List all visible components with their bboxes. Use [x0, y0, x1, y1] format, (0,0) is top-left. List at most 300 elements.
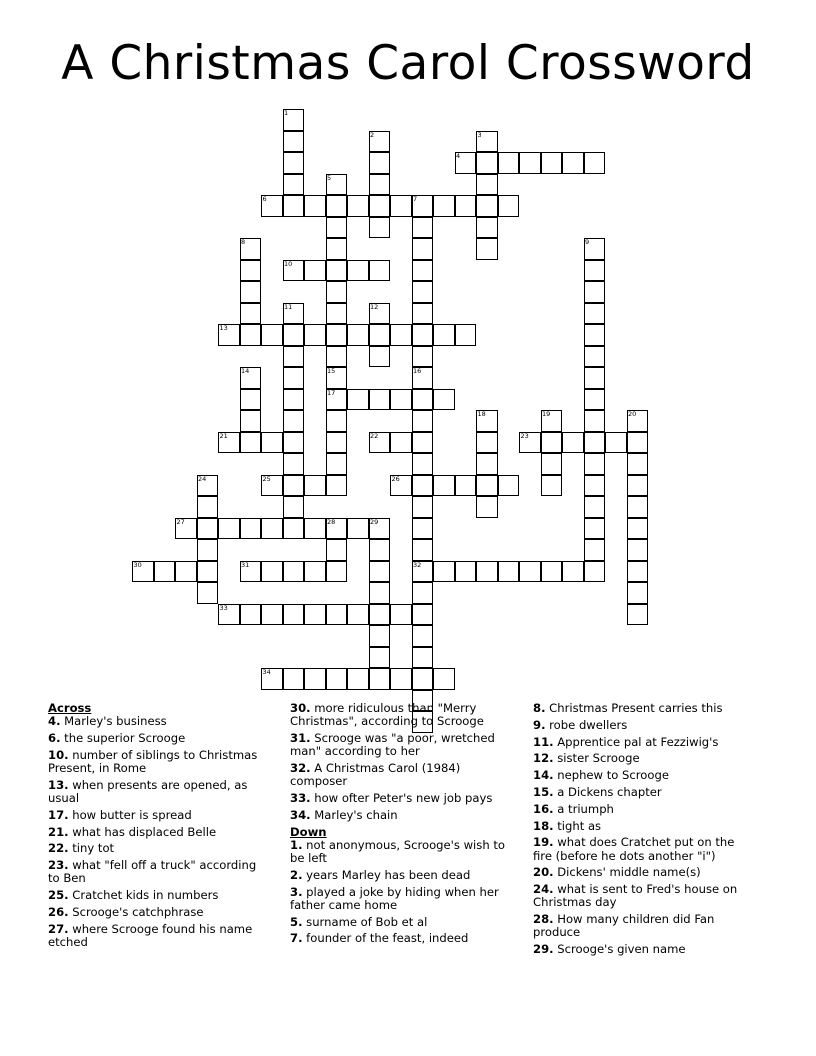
grid-cell[interactable] — [132, 561, 154, 583]
grid-cell[interactable] — [261, 668, 283, 690]
grid-cell[interactable] — [326, 410, 348, 432]
grid-cell[interactable] — [369, 174, 391, 196]
page-title: A Christmas Carol Crossword — [61, 36, 755, 91]
grid-cell[interactable] — [283, 260, 305, 282]
grid-cell[interactable] — [412, 195, 434, 217]
grid-cell[interactable] — [369, 324, 391, 346]
clue-number: 32 — [413, 560, 422, 569]
clue-text: How many children did Fan produce — [533, 912, 715, 940]
clue-number: 15 — [327, 367, 336, 375]
grid-cell[interactable] — [261, 195, 283, 217]
clue-text: Marley's business — [60, 714, 167, 729]
grid-cell[interactable] — [412, 625, 434, 647]
grid-cell[interactable] — [261, 475, 283, 497]
grid-cell[interactable] — [283, 324, 305, 346]
grid-cell[interactable] — [584, 238, 606, 260]
clue-item — [533, 752, 755, 765]
clue-item — [533, 866, 755, 879]
clue-item — [48, 923, 270, 949]
grid-cell[interactable] — [240, 432, 262, 454]
grid-cell[interactable] — [412, 604, 434, 626]
grid-cell[interactable] — [326, 346, 348, 368]
grid-cell[interactable] — [283, 561, 305, 583]
clue-number-label: 16. — [533, 801, 554, 816]
clue-text: Cratchet kids in numbers — [68, 888, 219, 903]
grid-cell[interactable] — [261, 518, 283, 540]
grid-cell[interactable] — [498, 195, 520, 217]
grid-cell[interactable] — [412, 582, 434, 604]
grid-cell[interactable] — [240, 561, 262, 583]
grid-cell[interactable] — [433, 324, 455, 346]
grid-cell[interactable] — [218, 324, 240, 346]
grid-cell[interactable] — [240, 389, 262, 411]
grid-cell[interactable] — [562, 432, 584, 454]
grid-cell[interactable] — [304, 195, 326, 217]
clue-number-label: 15. — [533, 784, 554, 799]
grid-cell[interactable] — [283, 668, 305, 690]
clue-number: 21 — [219, 431, 228, 440]
clue-number: 13 — [219, 324, 228, 332]
clue-text: founder of the feast, indeed — [302, 931, 469, 946]
grid-cell[interactable] — [326, 518, 348, 540]
grid-cell[interactable] — [283, 453, 305, 475]
clue-text: surname of Bob et al — [302, 914, 428, 929]
grid-cell[interactable] — [412, 260, 434, 282]
grid-cell[interactable] — [283, 195, 305, 217]
grid-cell[interactable] — [283, 109, 305, 131]
clue-number-label: 8. — [533, 701, 546, 715]
grid-cell[interactable] — [412, 303, 434, 325]
clue-item — [290, 916, 512, 929]
grid-cell[interactable] — [261, 604, 283, 626]
grid-cell[interactable] — [412, 324, 434, 346]
grid-cell[interactable] — [627, 539, 649, 561]
clue-text: not anonymous, Scrooge's wish to be left — [290, 837, 505, 865]
grid-cell[interactable] — [584, 324, 606, 346]
grid-cell[interactable] — [390, 604, 412, 626]
grid-cell[interactable] — [627, 496, 649, 518]
grid-cell[interactable] — [326, 238, 348, 260]
clue-number: 2 — [370, 130, 375, 139]
clue-number-label: 21. — [48, 824, 69, 839]
grid-cell[interactable] — [326, 367, 348, 389]
grid-cell[interactable] — [326, 303, 348, 325]
grid-cell[interactable] — [584, 389, 606, 411]
grid-cell[interactable] — [476, 131, 498, 153]
grid-cell[interactable] — [304, 260, 326, 282]
grid-cell[interactable] — [240, 281, 262, 303]
grid-cell[interactable] — [283, 346, 305, 368]
grid-cell[interactable] — [369, 217, 391, 239]
clue-text: Marley's chain — [310, 807, 398, 822]
grid-cell[interactable] — [390, 324, 412, 346]
clue-number-label: 4. — [48, 714, 61, 729]
grid-cell[interactable] — [541, 152, 563, 174]
grid-cell[interactable] — [627, 518, 649, 540]
grid-cell[interactable] — [304, 324, 326, 346]
grid-cell[interactable] — [326, 539, 348, 561]
clue-number-label: 30. — [290, 701, 311, 715]
grid-cell[interactable] — [476, 475, 498, 497]
grid-cell[interactable] — [283, 303, 305, 325]
clue-number-label: 14. — [533, 768, 554, 783]
grid-cell[interactable] — [326, 668, 348, 690]
grid-cell[interactable] — [304, 668, 326, 690]
grid-cell[interactable] — [369, 152, 391, 174]
grid-cell[interactable] — [347, 260, 369, 282]
clue-text: a Dickens chapter — [553, 784, 662, 799]
grid-cell[interactable] — [476, 152, 498, 174]
clue-number-label: 25. — [48, 888, 69, 903]
grid-cell[interactable] — [584, 496, 606, 518]
grid-cell[interactable] — [476, 174, 498, 196]
clue-number: 23 — [520, 431, 529, 440]
clue-text: Scrooge's catchphrase — [68, 904, 204, 919]
clue-text: what does Cratchet put on the fire (before he dots another "i") — [533, 835, 735, 863]
clue-number: 24 — [198, 474, 207, 483]
clue-item — [48, 906, 270, 919]
clue-number-label: 5. — [290, 914, 303, 929]
grid-cell[interactable] — [304, 475, 326, 497]
grid-cell[interactable] — [240, 410, 262, 432]
grid-cell[interactable] — [455, 324, 477, 346]
grid-cell[interactable] — [584, 539, 606, 561]
grid-cell[interactable] — [412, 367, 434, 389]
clue-number-label: 6. — [48, 731, 61, 745]
clue-number: 5 — [327, 173, 332, 182]
grid-cell[interactable] — [326, 389, 348, 411]
grid-cell[interactable] — [455, 195, 477, 217]
clue-text: Scrooge was "a poor, wretched man" according to her — [290, 731, 495, 759]
grid-cell[interactable] — [326, 281, 348, 303]
clue-text: where Scrooge found his name etched — [48, 921, 253, 949]
clue-number: 34 — [262, 668, 271, 676]
grid-cell[interactable] — [390, 389, 412, 411]
clue-number-label: 13. — [48, 777, 69, 792]
grid-cell[interactable] — [283, 432, 305, 454]
clue-item — [533, 883, 755, 909]
grid-cell[interactable] — [347, 389, 369, 411]
grid-cell[interactable] — [369, 131, 391, 153]
clue-column-1 — [48, 702, 270, 953]
grid-cell[interactable] — [175, 518, 197, 540]
clue-number: 3 — [477, 130, 482, 139]
grid-cell[interactable] — [476, 195, 498, 217]
clue-number: 30 — [133, 560, 142, 569]
grid-cell[interactable] — [455, 561, 477, 583]
clue-text: how ofter Peter's new job pays — [310, 791, 493, 805]
grid-cell[interactable] — [476, 238, 498, 260]
grid-cell[interactable] — [326, 260, 348, 282]
grid-cell[interactable] — [519, 432, 541, 454]
clue-text: number of siblings to Christmas Present, in Rome — [48, 747, 258, 775]
clue-item — [533, 820, 755, 833]
grid-cell[interactable] — [476, 453, 498, 475]
grid-cell[interactable] — [283, 174, 305, 196]
grid-cell[interactable] — [240, 604, 262, 626]
grid-cell[interactable] — [197, 561, 219, 583]
grid-cell[interactable] — [347, 195, 369, 217]
grid-cell[interactable] — [326, 453, 348, 475]
clue-text: robe dwellers — [545, 717, 628, 732]
grid-cell[interactable] — [412, 238, 434, 260]
clue-number: 28 — [327, 517, 336, 526]
grid-cell[interactable] — [455, 475, 477, 497]
clue-number-label: 2. — [290, 867, 303, 882]
grid-cell[interactable] — [240, 238, 262, 260]
grid-cell[interactable] — [412, 475, 434, 497]
grid-cell[interactable] — [218, 604, 240, 626]
clue-number-label: 31. — [290, 731, 311, 745]
clue-text: when presents are opened, as usual — [48, 777, 248, 805]
clue-item — [290, 702, 512, 728]
grid-cell[interactable] — [347, 324, 369, 346]
grid-cell[interactable] — [369, 346, 391, 368]
grid-cell[interactable] — [412, 647, 434, 669]
grid-cell[interactable] — [347, 668, 369, 690]
grid-cell[interactable] — [584, 561, 606, 583]
clue-number: 6 — [262, 195, 267, 203]
clue-number-label: 10. — [48, 747, 69, 762]
grid-cell[interactable] — [584, 453, 606, 475]
clue-text: Scrooge's given name — [553, 942, 686, 957]
grid-cell[interactable] — [283, 410, 305, 432]
grid-cell[interactable] — [390, 195, 412, 217]
grid-cell[interactable] — [584, 410, 606, 432]
grid-cell[interactable] — [304, 561, 326, 583]
grid-cell[interactable] — [369, 432, 391, 454]
grid-cell[interactable] — [627, 604, 649, 626]
grid-cell[interactable] — [584, 475, 606, 497]
grid-cell[interactable] — [283, 389, 305, 411]
grid-cell[interactable] — [541, 453, 563, 475]
clue-number: 14 — [241, 367, 250, 375]
grid-cell[interactable] — [519, 561, 541, 583]
grid-cell[interactable] — [412, 217, 434, 239]
grid-cell[interactable] — [390, 668, 412, 690]
grid-cell[interactable] — [240, 260, 262, 282]
clue-item — [48, 715, 270, 728]
grid-cell[interactable] — [433, 561, 455, 583]
grid-cell[interactable] — [197, 475, 219, 497]
grid-cell[interactable] — [412, 410, 434, 432]
grid-cell[interactable] — [412, 346, 434, 368]
grid-cell[interactable] — [584, 260, 606, 282]
grid-cell[interactable] — [627, 475, 649, 497]
grid-cell[interactable] — [627, 453, 649, 475]
grid-cell[interactable] — [326, 324, 348, 346]
grid-cell[interactable] — [304, 518, 326, 540]
clue-number-label: 23. — [48, 858, 69, 873]
clue-item — [48, 809, 270, 822]
grid-cell[interactable] — [240, 303, 262, 325]
grid-cell[interactable] — [197, 539, 219, 561]
grid-cell[interactable] — [541, 410, 563, 432]
grid-cell[interactable] — [519, 152, 541, 174]
grid-cell[interactable] — [476, 432, 498, 454]
grid-cell[interactable] — [240, 367, 262, 389]
grid-cell[interactable] — [584, 432, 606, 454]
grid-cell[interactable] — [369, 539, 391, 561]
grid-cell[interactable] — [412, 668, 434, 690]
grid-cell[interactable] — [412, 453, 434, 475]
grid-cell[interactable] — [326, 604, 348, 626]
grid-cell[interactable] — [283, 152, 305, 174]
grid-cell[interactable] — [498, 152, 520, 174]
clue-text: Apprentice pal at Fezziwig's — [553, 734, 719, 749]
grid-cell[interactable] — [412, 281, 434, 303]
grid-cell[interactable] — [390, 432, 412, 454]
grid-cell[interactable] — [433, 668, 455, 690]
clue-number: 9 — [585, 238, 590, 246]
grid-cell[interactable] — [627, 561, 649, 583]
grid-cell[interactable] — [347, 604, 369, 626]
grid-cell[interactable] — [261, 432, 283, 454]
grid-cell[interactable] — [369, 260, 391, 282]
grid-cell[interactable] — [197, 582, 219, 604]
grid-cell[interactable] — [326, 475, 348, 497]
clue-number-label: 11. — [533, 734, 554, 749]
grid-cell[interactable] — [433, 195, 455, 217]
clue-item — [533, 736, 755, 749]
grid-cell[interactable] — [304, 604, 326, 626]
grid-cell[interactable] — [584, 518, 606, 540]
grid-cell[interactable] — [369, 303, 391, 325]
clue-number: 26 — [391, 474, 400, 483]
grid-cell[interactable] — [175, 561, 197, 583]
grid-cell[interactable] — [584, 281, 606, 303]
down-heading: Down — [290, 824, 327, 839]
grid-cell[interactable] — [562, 152, 584, 174]
grid-cell[interactable] — [326, 432, 348, 454]
grid-cell[interactable] — [283, 496, 305, 518]
grid-cell[interactable] — [541, 475, 563, 497]
clue-item — [533, 719, 755, 732]
grid-cell[interactable] — [218, 432, 240, 454]
grid-cell[interactable] — [455, 152, 477, 174]
grid-cell[interactable] — [476, 217, 498, 239]
grid-cell[interactable] — [369, 668, 391, 690]
clue-number-label: 29. — [533, 942, 554, 957]
grid-cell[interactable] — [390, 475, 412, 497]
clue-column-3 — [533, 702, 755, 960]
clue-number-label: 28. — [533, 912, 554, 927]
grid-cell[interactable] — [541, 561, 563, 583]
clue-number: 31 — [241, 560, 250, 569]
grid-cell[interactable] — [584, 367, 606, 389]
grid-cell[interactable] — [218, 518, 240, 540]
grid-cell[interactable] — [369, 195, 391, 217]
grid-cell[interactable] — [369, 647, 391, 669]
grid-cell[interactable] — [197, 518, 219, 540]
clue-number: 20 — [628, 410, 637, 418]
grid-cell[interactable] — [326, 217, 348, 239]
grid-cell[interactable] — [326, 561, 348, 583]
clue-number-label: 20. — [533, 865, 554, 880]
grid-cell[interactable] — [261, 561, 283, 583]
clue-item — [290, 932, 512, 945]
grid-cell[interactable] — [584, 303, 606, 325]
clue-number: 11 — [284, 302, 293, 311]
clue-number: 27 — [176, 517, 185, 526]
grid-cell[interactable] — [498, 561, 520, 583]
grid-cell[interactable] — [541, 432, 563, 454]
grid-cell[interactable] — [605, 432, 627, 454]
clue-number: 22 — [370, 431, 379, 440]
clue-item — [290, 886, 512, 912]
grid-cell[interactable] — [412, 518, 434, 540]
grid-cell[interactable] — [412, 561, 434, 583]
grid-cell[interactable] — [498, 475, 520, 497]
grid-cell[interactable] — [433, 389, 455, 411]
grid-cell[interactable] — [369, 389, 391, 411]
clue-number: 1 — [284, 109, 289, 117]
grid-cell[interactable] — [369, 604, 391, 626]
grid-cell[interactable] — [627, 432, 649, 454]
grid-cell[interactable] — [627, 410, 649, 432]
clue-number: 19 — [542, 410, 551, 418]
grid-cell[interactable] — [369, 518, 391, 540]
grid-cell[interactable] — [476, 496, 498, 518]
grid-cell[interactable] — [584, 346, 606, 368]
grid-cell[interactable] — [261, 324, 283, 346]
grid-cell[interactable] — [584, 152, 606, 174]
grid-cell[interactable] — [627, 582, 649, 604]
clue-number: 7 — [413, 195, 418, 203]
clue-item — [48, 842, 270, 855]
grid-cell[interactable] — [476, 561, 498, 583]
grid-cell[interactable] — [326, 195, 348, 217]
clue-number-label: 26. — [48, 904, 69, 919]
grid-cell[interactable] — [369, 561, 391, 583]
clue-number-label: 18. — [533, 818, 554, 833]
across-heading: Across — [48, 701, 92, 715]
clue-number-label: 12. — [533, 751, 554, 766]
clue-text: tight as — [553, 818, 602, 833]
grid-cell[interactable] — [433, 475, 455, 497]
grid-cell[interactable] — [197, 496, 219, 518]
grid-cell[interactable] — [369, 625, 391, 647]
grid-cell[interactable] — [562, 561, 584, 583]
grid-cell[interactable] — [412, 389, 434, 411]
clue-number: 8 — [241, 238, 246, 246]
grid-cell[interactable] — [347, 518, 369, 540]
grid-cell[interactable] — [283, 604, 305, 626]
grid-cell[interactable] — [412, 539, 434, 561]
clue-item — [533, 913, 755, 939]
grid-cell[interactable] — [283, 475, 305, 497]
clue-item — [533, 786, 755, 799]
clue-item — [290, 792, 512, 805]
grid-cell[interactable] — [240, 324, 262, 346]
grid-cell[interactable] — [412, 496, 434, 518]
grid-cell[interactable] — [240, 518, 262, 540]
grid-cell[interactable] — [326, 174, 348, 196]
clue-number-label: 1. — [290, 837, 303, 852]
grid-cell[interactable] — [283, 367, 305, 389]
clue-number: 18 — [477, 410, 486, 418]
grid-cell[interactable] — [283, 518, 305, 540]
grid-cell[interactable] — [476, 410, 498, 432]
grid-cell[interactable] — [369, 582, 391, 604]
grid-cell[interactable] — [283, 131, 305, 153]
grid-cell[interactable] — [412, 432, 434, 454]
clue-text: Christmas Present carries this — [545, 701, 723, 715]
grid-cell[interactable] — [154, 561, 176, 583]
clue-number: 10 — [284, 259, 293, 268]
clue-text: years Marley has been dead — [302, 867, 471, 882]
clue-number-label: 33. — [290, 791, 311, 805]
